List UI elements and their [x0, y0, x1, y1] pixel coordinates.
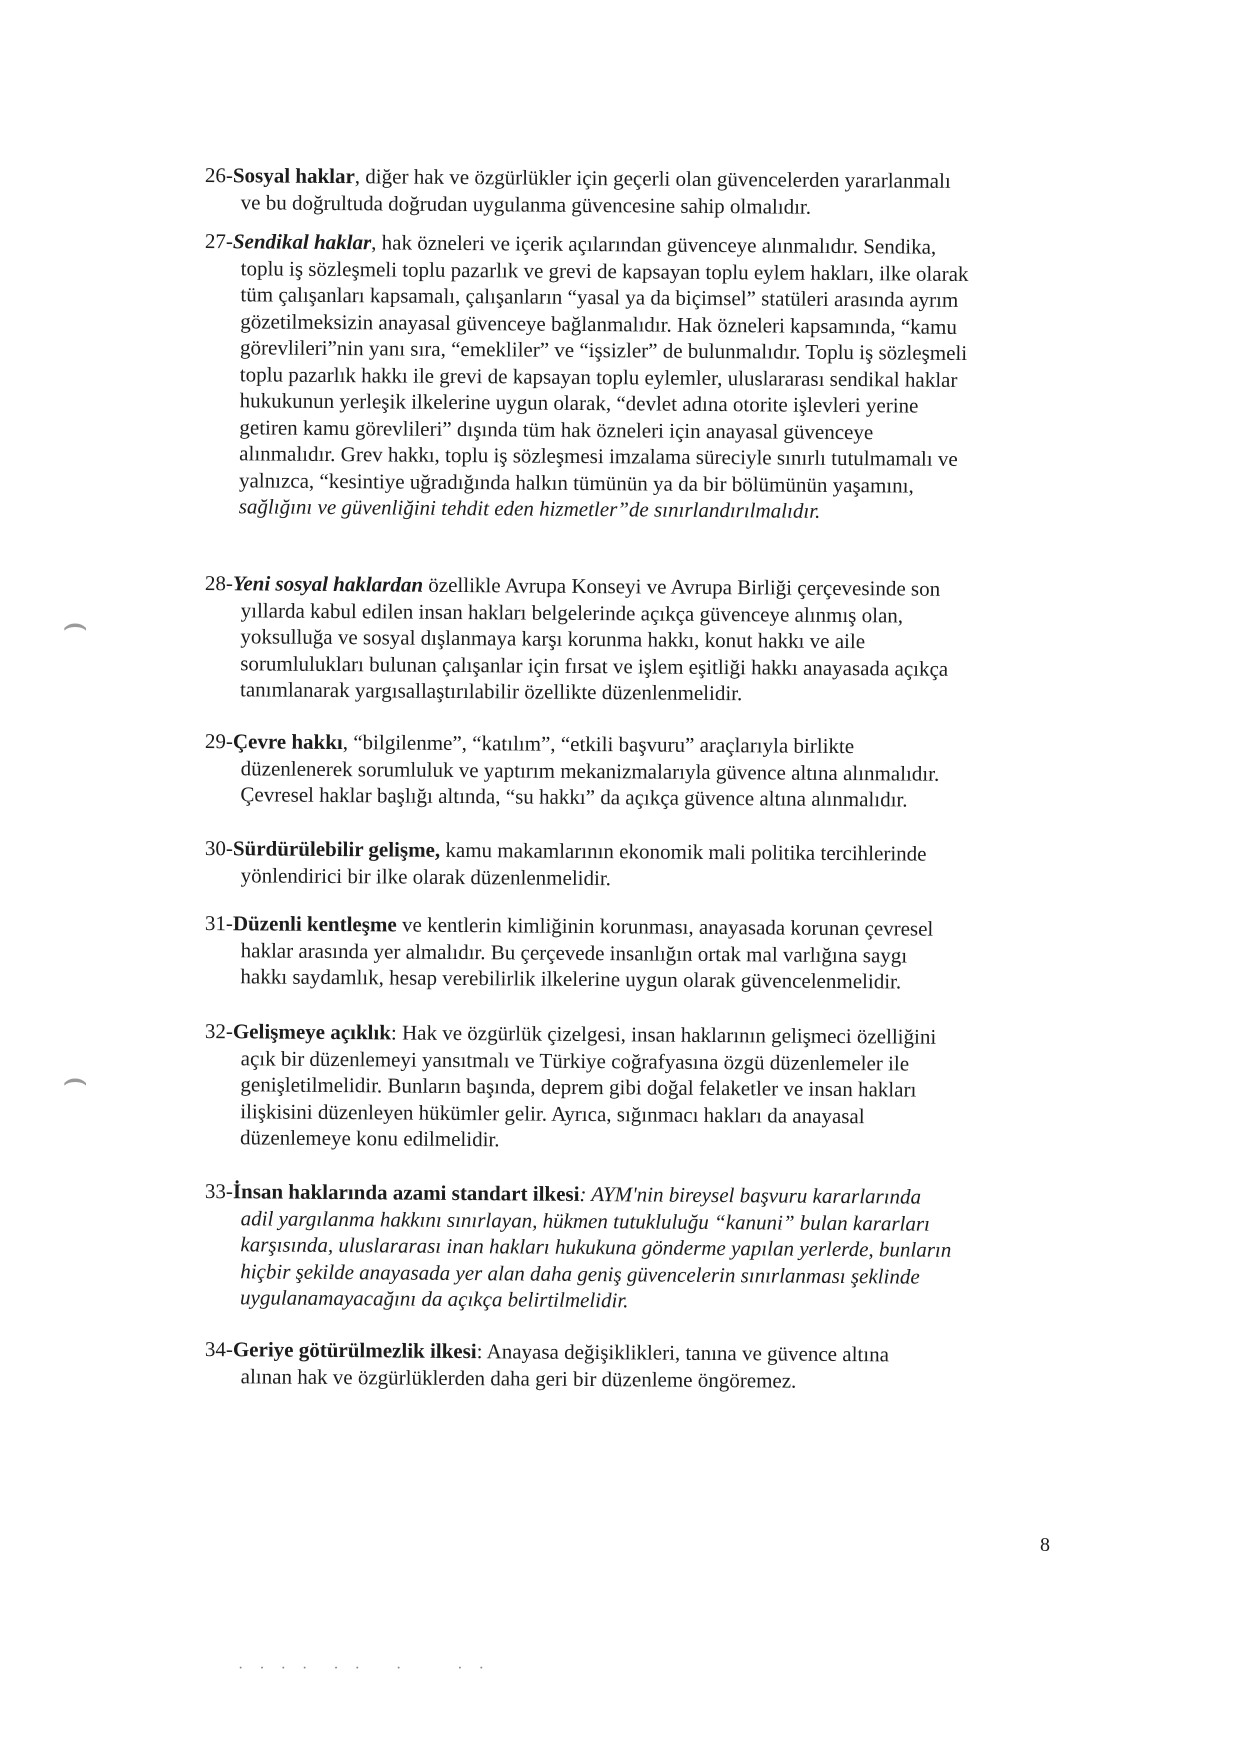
item-line: yıllarda kabul edilen insan hakları belgelerinde açıkça güvenceye alınmış olan,: [240, 597, 904, 627]
item-number: 31-: [204, 910, 233, 936]
item-number: 30-: [204, 835, 233, 861]
item-line: : AYM'nin bireysel başvuru kararlarında: [579, 1181, 922, 1209]
item-line: yalnızca, “kesintiye uğradığında halkın tümünün ya da bir bölümünün yaşamını,: [238, 467, 914, 498]
item-31: [204, 910, 1065, 996]
item-heading: İnsan haklarında azami standart ilkesi: [232, 1179, 580, 1206]
hole-punch-mark: ⌢: [62, 601, 89, 646]
item-line: ve bu doğrultuda doğrudan uygulanma güvencesine sahip olmalıdır.: [240, 189, 812, 219]
item-line: karşısında, uluslararası inan hakları hukukuna gönderme yapılan yerlerde, bunların: [240, 1232, 952, 1262]
item-line: , hak özneleri ve içerik açılarından güvenceye alınmalıdır. Sendika,: [371, 230, 937, 259]
scan-artifact-dots: · · · · · · · · ·: [238, 1660, 490, 1677]
item-line: : Hak ve özgürlük çizelgesi, insan haklarının gelişmeci özelliğini: [390, 1020, 937, 1049]
item-line: toplu iş sözleşmeli toplu pazarlık ve grevi de kapsayan toplu eylem hakları, ilke olarak: [240, 255, 969, 286]
item-line: : Anayasa değişiklikleri, tanına ve güvence altına: [476, 1339, 890, 1367]
item-line: ve kentlerin kimliğinin korunması, anayasada korunan çevresel: [396, 912, 934, 941]
item-number: 32-: [204, 1018, 233, 1044]
item-line: yoksulluğa ve sosyal dışlanmaya karşı korunma hakkı, konut hakkı ve aile: [240, 624, 866, 654]
item-line: tanımlanarak yargısallaştırılabilir özellikte düzenlenmelidir.: [239, 677, 743, 706]
item-line: tüm çalışanları kapsamalı, çalışanların “yasal ya da biçimsel” statüleri arasında ayrım: [240, 282, 959, 312]
item-line: hukukunun yerleşik ilkelerine uygun olarak, “devlet adına otorite işlevleri yerine: [239, 388, 919, 418]
item-number: 29-: [204, 728, 233, 754]
item-number: 28-: [204, 570, 233, 596]
item-line: düzenlenerek sorumluluk ve yaptırım mekanizmalarıyla güvence altına alınmalıdır.: [240, 755, 940, 786]
item-line: açık bir düzenlemeyi yansıtmalı ve Türkiye coğrafyasına özgü düzenlemeler ile: [240, 1045, 910, 1076]
item-number: 26-: [204, 162, 233, 188]
item-heading: Sendikal haklar: [232, 229, 372, 255]
item-line: uygulanamayacağını da açıkça belirtilmelidir.: [239, 1285, 629, 1313]
item-heading: Gelişmeye açıklık: [232, 1019, 392, 1045]
item-heading: Çevre hakkı: [232, 729, 343, 755]
item-line: ilişkisini düzenleyen hükümler gelir. Ayrıca, sığınmacı hakları da anayasal: [240, 1098, 865, 1128]
item-line: Çevresel haklar başlığı altında, “su hakkı” da açıkça güvence altına alınmalıdır.: [240, 782, 908, 812]
item-number: 27-: [204, 228, 233, 254]
item-27: [203, 228, 1065, 526]
item-line: haklar arasında yer almalıdır. Bu çerçevede insanlığın ortak mal varlığına saygı: [240, 937, 908, 968]
item-line: özellikle Avrupa Konseyi ve Avrupa Birliği çerçevesinde son: [423, 572, 941, 601]
page-number: 8: [1040, 1534, 1050, 1556]
item-heading: Sosyal haklar: [232, 163, 355, 189]
item-line: , “bilgilenme”, “katılım”, “etkili başvuru” araçlarıyla birlikte: [342, 730, 855, 759]
item-line: sağlığını ve güvenliğini tehdit eden hizmetler”de sınırlandırılmalıdır.: [238, 494, 821, 523]
item-line: görevlileri”nin yanı sıra, “emekliler” ve “işsizler” de bulunmalıdır. Toplu iş sözleşmeli: [239, 335, 968, 365]
item-line: , diğer hak ve özgürlükler için geçerli olan güvencelerden yararlanmalı: [354, 164, 951, 193]
item-33: [204, 1178, 1065, 1317]
item-heading: Düzenli kentleşme: [232, 911, 397, 937]
item-line: alınmalıdır. Grev hakkı, toplu iş sözleşmesi imzalama süreciyle sınırlı tutulmamalı ve: [239, 441, 958, 471]
item-heading: Sürdürülebilir gelişme,: [232, 836, 441, 862]
item-29: [204, 728, 1065, 814]
hole-punch-mark: ⌢: [62, 1056, 89, 1101]
item-line: genişletilmelidir. Bunların başında, deprem gibi doğal felaketler ve insan hakları: [240, 1072, 917, 1102]
item-26: [205, 162, 1065, 222]
item-30: [205, 835, 1065, 895]
item-28: [204, 570, 1065, 709]
item-line: yönlendirici bir ilke olarak düzenlenmelidir.: [240, 862, 612, 890]
item-line: sorumlulukları bulunan çalışanlar için fırsat ve işlem eşitliği hakkı anayasada açıkça: [240, 650, 949, 681]
item-heading: Geriye götürülmezlik ilkesi: [232, 1337, 477, 1364]
item-34: [205, 1336, 1065, 1396]
item-line: toplu pazarlık hakkı ile grevi de kapsayan toplu eylemler, uluslararası sendikal haklar: [239, 361, 958, 392]
item-line: düzenlemeye konu edilmelidir.: [239, 1125, 500, 1152]
item-line: hiçbir şekilde anayasada yer alan daha geniş güvencelerin sınırlanması şeklinde: [240, 1258, 920, 1289]
item-32: [204, 1018, 1065, 1157]
item-line: kamu makamlarının ekonomik mali politika tercihlerinde: [440, 837, 927, 866]
item-line: alınan hak ve özgürlüklerden daha geri bir düzenleme öngöremez.: [240, 1363, 797, 1393]
item-line: getiren kamu görevlileri” dışında tüm hak özneleri için anayasal güvenceye: [239, 414, 874, 444]
item-line: hakkı saydamlık, hesap verebilirlik ilkelerine uygun olarak güvencelenmelidir.: [240, 964, 902, 994]
item-heading: Yeni sosyal haklardan: [232, 571, 424, 597]
item-number: 33-: [204, 1179, 233, 1204]
item-line: adil yargılanma hakkını sınırlayan, hükmen tutukluluğu “kanuni” bulan kararları: [240, 1205, 931, 1236]
item-number: 34-: [204, 1337, 233, 1362]
item-line: gözetilmeksizin anayasal güvenceye bağlanmalıdır. Hak özneleri kapsamında, “kamu: [240, 308, 958, 339]
